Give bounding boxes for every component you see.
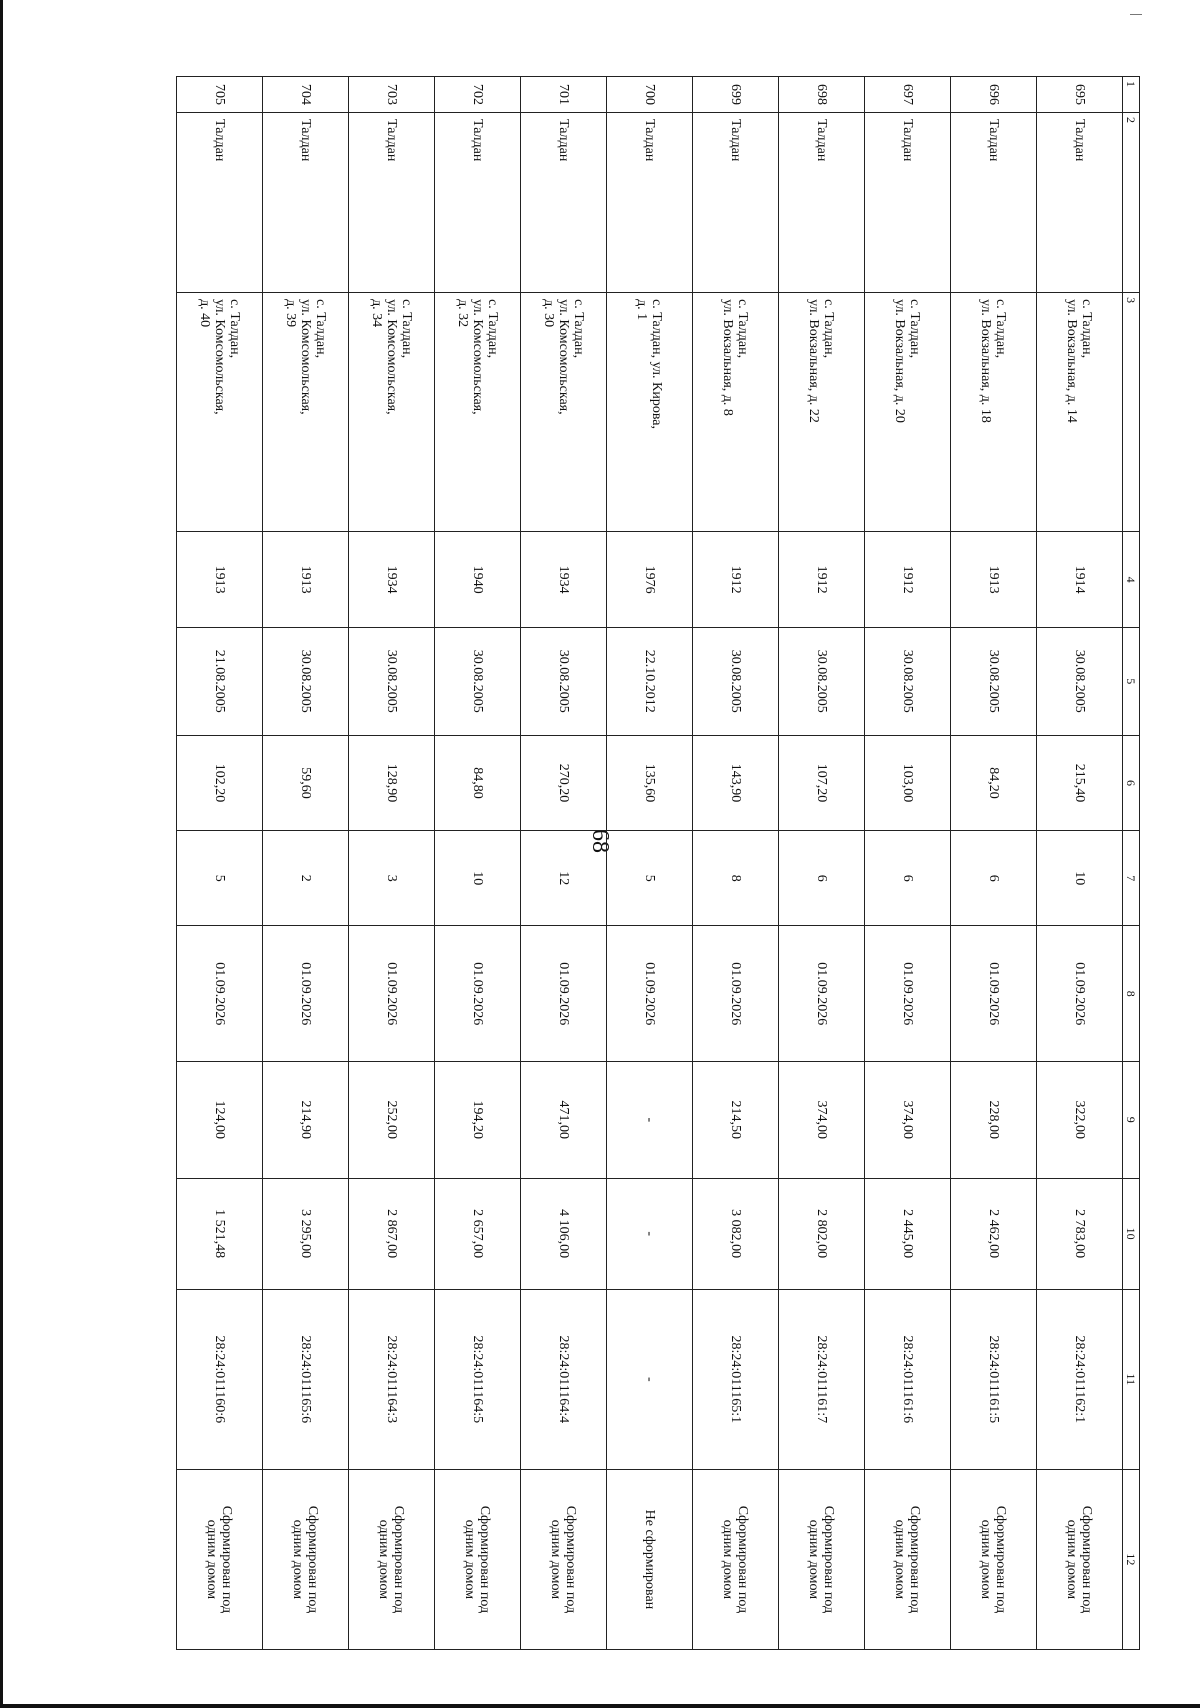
house-area-cell: 103,00 [865,735,951,830]
land-plot-area-cell: 2 462,00 [951,1178,1037,1289]
house-area-cell: 84,20 [951,735,1037,830]
land-status-cell: Не сформирован [607,1469,693,1649]
recognition-date-cell: 30.08.2005 [693,627,779,735]
table-row [693,77,779,1650]
land-plot-area-cell: 2 783,00 [1037,1178,1123,1289]
residents-count-cell: 6 [865,831,951,926]
cadastral-number-cell: 28:24:011164:4 [521,1289,607,1469]
residents-count-cell: 2 [263,831,349,926]
land-area-cell: 252,00 [349,1062,435,1179]
row-number-cell: 695 [1037,77,1123,113]
residents-count-cell: 6 [779,831,865,926]
construction-year-cell: 1912 [865,532,951,627]
land-area-cell: 214,90 [263,1062,349,1179]
column-number-header: 8 [1123,926,1140,1062]
land-area-cell: 214,50 [693,1062,779,1179]
resettlement-deadline-cell: 01.09.2026 [607,926,693,1062]
column-number-header: 3 [1123,293,1140,532]
land-plot-area-cell: 3 082,00 [693,1178,779,1289]
row-number-cell: 702 [435,77,521,113]
row-number-cell: 700 [607,77,693,113]
settlement-cell: Талдан [865,113,951,293]
residents-count-cell: 10 [1037,831,1123,926]
house-area-cell: 102,20 [177,735,263,830]
recognition-date-cell: 30.08.2005 [779,627,865,735]
cadastral-number-cell: 28:24:011162:1 [1037,1289,1123,1469]
land-status-cell: Сформирован под одним домом [521,1469,607,1649]
construction-year-cell: 1914 [1037,532,1123,627]
land-area-cell: - [607,1062,693,1179]
construction-year-cell: 1934 [349,532,435,627]
table-row [521,77,607,1650]
land-plot-area-cell: 4 106,00 [521,1178,607,1289]
land-status-cell: Сформирован под одним домом [435,1469,521,1649]
settlement-cell: Талдан [177,113,263,293]
land-status-cell: Сформирован под одним домом [177,1469,263,1649]
row-number-cell: 698 [779,77,865,113]
cadastral-number-cell: 28:24:011165:1 [693,1289,779,1469]
land-status-cell: Сформирован под одним домом [693,1469,779,1649]
land-plot-area-cell: 3 295,00 [263,1178,349,1289]
recognition-date-cell: 30.08.2005 [1037,627,1123,735]
land-area-cell: 374,00 [779,1062,865,1179]
residents-count-cell: 6 [951,831,1037,926]
column-number-header: 5 [1123,627,1140,735]
resettlement-deadline-cell: 01.09.2026 [521,926,607,1062]
house-area-cell: 59,60 [263,735,349,830]
cadastral-number-cell: 28:24:011160:6 [177,1289,263,1469]
land-plot-area-cell: - [607,1178,693,1289]
land-status-cell: Сформирован под одним домом [263,1469,349,1649]
housing-registry-table [176,76,1140,1650]
scan-border-left [0,0,3,1708]
recognition-date-cell: 30.08.2005 [349,627,435,735]
resettlement-deadline-cell: 01.09.2026 [1037,926,1123,1062]
residents-count-cell: 5 [607,831,693,926]
house-area-cell: 215,40 [1037,735,1123,830]
address-cell: с. Талдан, ул. Вокзальная, д. 14 [1037,293,1123,532]
row-number-cell: 701 [521,77,607,113]
recognition-date-cell: 30.08.2005 [521,627,607,735]
row-number-cell: 696 [951,77,1037,113]
settlement-cell: Талдан [693,113,779,293]
land-area-cell: 322,00 [1037,1062,1123,1179]
residents-count-cell: 8 [693,831,779,926]
residents-count-cell: 5 [177,831,263,926]
land-plot-area-cell: 2 657,00 [435,1178,521,1289]
column-number-header: 10 [1123,1178,1140,1289]
table-row [779,77,865,1650]
house-area-cell: 135,60 [607,735,693,830]
cadastral-number-cell: 28:24:011161:7 [779,1289,865,1469]
address-cell: с. Талдан, ул. Комсомольская, д. 30 [521,293,607,532]
row-number-cell: 705 [177,77,263,113]
land-status-cell: Сформирован под одним домом [349,1469,435,1649]
construction-year-cell: 1934 [521,532,607,627]
recognition-date-cell: 22.10.2012 [607,627,693,735]
land-status-cell: Сформирован под одним домом [951,1469,1037,1649]
construction-year-cell: 1940 [435,532,521,627]
residents-count-cell: 3 [349,831,435,926]
address-cell: с. Талдан, ул. Вокзальная, д. 20 [865,293,951,532]
address-cell: с. Талдан, ул. Комсомольская, д. 34 [349,293,435,532]
house-area-cell: 84,80 [435,735,521,830]
recognition-date-cell: 30.08.2005 [263,627,349,735]
table-row [263,77,349,1650]
column-number-header: 4 [1123,532,1140,627]
land-area-cell: 374,00 [865,1062,951,1179]
construction-year-cell: 1976 [607,532,693,627]
construction-year-cell: 1913 [177,532,263,627]
page-number: 68 [587,829,613,853]
table-row [865,77,951,1650]
cadastral-number-cell: 28:24:011165:6 [263,1289,349,1469]
land-plot-area-cell: 2 802,00 [779,1178,865,1289]
column-number-row [1123,77,1140,1650]
land-status-cell: Сформирован под одним домом [865,1469,951,1649]
row-number-cell: 704 [263,77,349,113]
construction-year-cell: 1913 [951,532,1037,627]
address-cell: с. Талдан, ул. Вокзальная, д. 18 [951,293,1037,532]
land-status-cell: Сформирован под одним домом [779,1469,865,1649]
column-number-header: 9 [1123,1062,1140,1179]
address-cell: с. Талдан, ул. Комсомольская, д. 32 [435,293,521,532]
resettlement-deadline-cell: 01.09.2026 [349,926,435,1062]
recognition-date-cell: 30.08.2005 [951,627,1037,735]
resettlement-deadline-cell: 01.09.2026 [865,926,951,1062]
resettlement-deadline-cell: 01.09.2026 [435,926,521,1062]
land-plot-area-cell: 2 445,00 [865,1178,951,1289]
settlement-cell: Талдан [779,113,865,293]
house-area-cell: 270,20 [521,735,607,830]
column-number-header: 2 [1123,113,1140,293]
land-area-cell: 228,00 [951,1062,1037,1179]
table-body [177,77,1123,1650]
land-plot-area-cell: 2 867,00 [349,1178,435,1289]
table-row [607,77,693,1650]
cadastral-number-cell: 28:24:011161:6 [865,1289,951,1469]
land-area-cell: 471,00 [521,1062,607,1179]
table-row [1037,77,1123,1650]
settlement-cell: Талдан [951,113,1037,293]
settlement-cell: Талдан [1037,113,1123,293]
resettlement-deadline-cell: 01.09.2026 [177,926,263,1062]
column-number-header: 7 [1123,831,1140,926]
residents-count-cell: 10 [435,831,521,926]
recognition-date-cell: 21.08.2005 [177,627,263,735]
resettlement-deadline-cell: 01.09.2026 [263,926,349,1062]
land-area-cell: 124,00 [177,1062,263,1179]
address-cell: с. Талдан, ул. Комсомольская, д. 39 [263,293,349,532]
cadastral-number-cell: 28:24:011164:5 [435,1289,521,1469]
settlement-cell: Талдан [263,113,349,293]
table-row [435,77,521,1650]
cadastral-number-cell: - [607,1289,693,1469]
house-area-cell: 143,90 [693,735,779,830]
construction-year-cell: 1913 [263,532,349,627]
rotated-table-container [176,76,1140,1650]
settlement-cell: Талдан [521,113,607,293]
column-number-header: 6 [1123,735,1140,830]
table-row [349,77,435,1650]
settlement-cell: Талдан [349,113,435,293]
resettlement-deadline-cell: 01.09.2026 [779,926,865,1062]
resettlement-deadline-cell: 01.09.2026 [693,926,779,1062]
recognition-date-cell: 30.08.2005 [435,627,521,735]
settlement-cell: Талдан [607,113,693,293]
scan-border-bottom [0,1704,1200,1708]
land-area-cell: 194,20 [435,1062,521,1179]
column-number-header: 12 [1123,1469,1140,1649]
land-status-cell: Сформирован под одним домом [1037,1469,1123,1649]
row-number-cell: 703 [349,77,435,113]
land-plot-area-cell: 1 521,48 [177,1178,263,1289]
construction-year-cell: 1912 [779,532,865,627]
construction-year-cell: 1912 [693,532,779,627]
recognition-date-cell: 30.08.2005 [865,627,951,735]
cadastral-number-cell: 28:24:011164:3 [349,1289,435,1469]
row-number-cell: 697 [865,77,951,113]
house-area-cell: 128,90 [349,735,435,830]
address-cell: с. Талдан, ул. Вокзальная, д. 8 [693,293,779,532]
row-number-cell: 699 [693,77,779,113]
column-number-header: 1 [1123,77,1140,113]
cadastral-number-cell: 28:24:011161:5 [951,1289,1037,1469]
settlement-cell: Талдан [435,113,521,293]
house-area-cell: 107,20 [779,735,865,830]
address-cell: с. Талдан, ул. Комсомольская, д. 40 [177,293,263,532]
resettlement-deadline-cell: 01.09.2026 [951,926,1037,1062]
column-number-header: 11 [1123,1289,1140,1469]
table-row [951,77,1037,1650]
address-cell: с. Талдан, ул. Кирова, д. 1 [607,293,693,532]
scan-mark [1130,14,1142,15]
residents-count-cell: 12 [521,831,607,926]
table-row [177,77,263,1650]
address-cell: с. Талдан, ул. Вокзальная, д. 22 [779,293,865,532]
